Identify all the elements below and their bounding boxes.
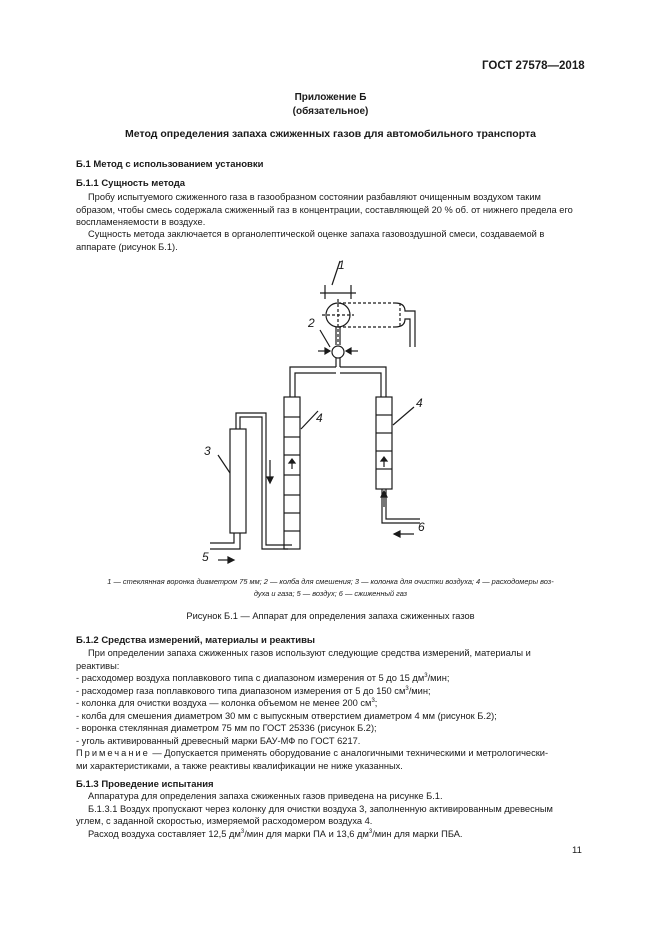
means-list bbox=[76, 672, 497, 748]
appendix-status: (обязательное) bbox=[292, 106, 369, 117]
appendix-label: Приложение Б bbox=[294, 92, 367, 103]
label-4-left: 4 bbox=[316, 411, 323, 425]
label-2: 2 bbox=[308, 316, 315, 330]
list-item: - уголь активированный древесный марки БАУ-МФ по ГОСТ 6217. bbox=[76, 735, 361, 746]
label-6: 6 bbox=[418, 520, 425, 534]
label-3: 3 bbox=[204, 444, 211, 458]
list-item: - расходомер газа поплавкового типа диапазоном измерения от 5 до 150 $см^3$/мин; bbox=[76, 685, 431, 696]
text-line: углем, с заданной скоростью, измеряемой расходомером воздуха 4. bbox=[76, 816, 373, 827]
paragraph-method bbox=[76, 228, 584, 253]
air-flowmeter bbox=[284, 397, 300, 549]
text-line: При определении запаха сжиженных газов используют следующие средства измерений, материалы и bbox=[88, 648, 531, 658]
text-line: Б.1.3.1 Воздух пропускают через колонку для очистки воздуха 3, заполненную активированным древесным bbox=[88, 803, 553, 814]
paragraph-means bbox=[76, 647, 584, 672]
text-line: Пробу испытуемого сжиженного газа в газообразном состоянии разбавляют очищенным воздухом таким bbox=[88, 192, 541, 202]
text-line: аппарате (рисунок Б.1). bbox=[76, 241, 178, 252]
list-item: - воронка стеклянная диаметром 75 мм по ГОСТ 25336 (рисунок Б.2); bbox=[76, 723, 377, 734]
appendix-title: Метод определения запаха сжиженных газов для автомобильного транспорта bbox=[125, 128, 536, 140]
mixing-flask bbox=[332, 346, 344, 358]
figure-legend bbox=[48, 576, 613, 600]
section-b1-heading: Б.1 Метод с использованием установки bbox=[76, 159, 264, 170]
note-label: Примечание bbox=[76, 748, 150, 758]
paragraph-essence bbox=[76, 191, 584, 229]
label-1: 1 bbox=[338, 258, 345, 272]
list-item: - расходомер воздуха поплавкового типа с диапазоном измерения от 5 до 15 $дм^3$/мин; bbox=[76, 672, 450, 683]
paragraph-procedure bbox=[76, 790, 584, 840]
text-line: воспламеняемости в воздухе. bbox=[76, 217, 206, 228]
text-line: реактивы: bbox=[76, 660, 120, 671]
text-line: Сущность метода заключается в органолептической оценке запаха газовоздушной смеси, создаваемой в bbox=[88, 229, 545, 239]
section-b11-heading: Б.1.1 Сущность метода bbox=[76, 178, 186, 189]
note-text: — Допускается применять оборудование с аналогичными техническими и метрологически- bbox=[149, 748, 549, 758]
list-item: - колонка для очистки воздуха — колонка объемом не менее 200 $см^3$; bbox=[76, 698, 378, 709]
document-code: ГОСТ 27578—2018 bbox=[482, 60, 585, 72]
gas-flowmeter bbox=[376, 397, 392, 489]
text-line: образом, чтобы смесь содержала сжиженный газ в концентрации, составляющей 20 % об. от нижнего предела его bbox=[76, 204, 573, 215]
legend-line: духа и газа; 5 — воздух; 6 — сжиженный газ bbox=[253, 589, 408, 598]
text-line: Аппаратура для определения запаха сжиженных газов приведена на рисунке Б.1. bbox=[88, 791, 443, 801]
section-b12-heading: Б.1.2 Средства измерений, материалы и реактивы bbox=[76, 635, 316, 646]
note-text: ми характеристиками, а также реактивы квалификации не ниже указанных. bbox=[76, 760, 403, 771]
label-4-right: 4 bbox=[416, 396, 423, 410]
figure-caption: Рисунок Б.1 — Аппарат для определения запаха сжиженных газов bbox=[186, 611, 475, 621]
page-number: 11 bbox=[572, 845, 582, 856]
text-line: Расход воздуха составляет 12,5 $дм^3$/мин для марки ПА и 13,6 $дм^3$/мин для марки ПБА. bbox=[88, 828, 463, 839]
apparatus-figure bbox=[190, 255, 440, 565]
appendix-heading bbox=[0, 91, 661, 119]
list-item: - колба для смешения диаметром 30 мм с выпускным отверстием диаметром 4 мм (рисунок Б.2); bbox=[76, 710, 497, 721]
label-5: 5 bbox=[202, 550, 209, 564]
section-b13-heading: Б.1.3 Проведение испытания bbox=[76, 779, 214, 790]
note bbox=[76, 747, 584, 772]
purification-column bbox=[230, 429, 246, 533]
legend-line: 1 — стеклянная воронка диаметром 75 мм; 2 — колба для смешения; 3 — колонка для очистки воздуха; 4 — расходомеры воз- bbox=[107, 577, 554, 586]
